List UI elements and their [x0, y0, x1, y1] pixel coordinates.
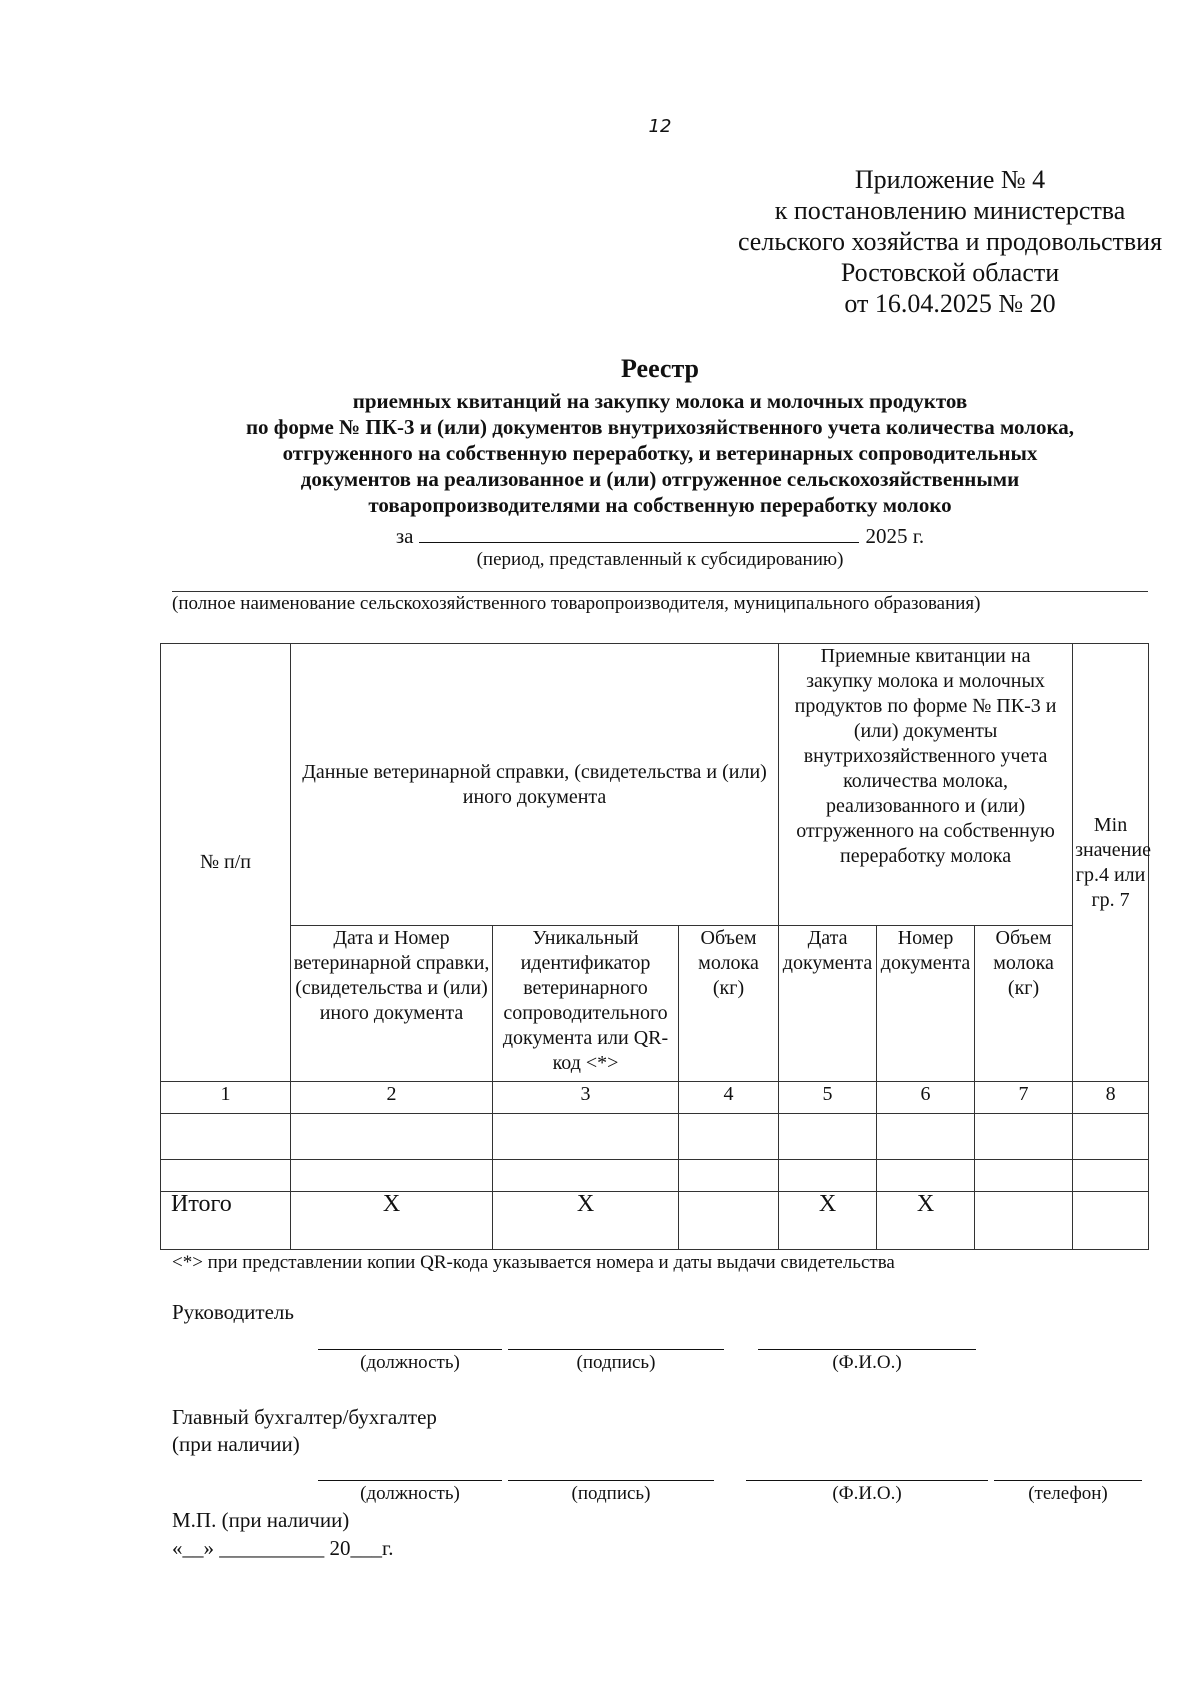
table-cell[interactable]: [291, 1114, 493, 1160]
appendix-line: к постановлению министерства: [774, 196, 1126, 225]
total-cell: X: [779, 1192, 877, 1250]
date-line[interactable]: «__» __________ 20___г.: [172, 1536, 394, 1560]
period-note: (период, представленный к субсидированию): [476, 549, 844, 570]
head-fio-line[interactable]: [758, 1349, 976, 1350]
accountant-fio-line[interactable]: [746, 1480, 988, 1481]
header-doc-volume: Объем молока (кг): [975, 926, 1073, 1082]
table-cell[interactable]: [493, 1114, 679, 1160]
table-cell[interactable]: [1073, 1114, 1149, 1160]
total-row: [161, 1192, 1149, 1250]
subtitle-line: отгруженного на собственную переработку, и ветеринарных сопроводительных: [282, 441, 1038, 465]
table-cell[interactable]: [779, 1114, 877, 1160]
total-cell[interactable]: [975, 1192, 1073, 1250]
total-cell: X: [493, 1192, 679, 1250]
column-number: 4: [679, 1082, 779, 1114]
head-position-caption: (должность): [360, 1352, 460, 1373]
column-number: 2: [291, 1082, 493, 1114]
subtitle-line: товаропроизводителями на собственную переработку молоко: [368, 493, 952, 517]
header-vet-volume: Объем молока (кг): [679, 926, 779, 1082]
accountant-signature-caption: (подпись): [571, 1483, 651, 1504]
total-label: Итого: [161, 1192, 291, 1250]
header-row-number: № п/п: [161, 644, 291, 1082]
accountant-position-line[interactable]: [318, 1480, 502, 1481]
footnote: <*> при представлении копии QR-кода указывается номера и даты выдачи свидетельства: [172, 1252, 895, 1273]
table-cell[interactable]: [975, 1114, 1073, 1160]
column-number: 7: [975, 1082, 1073, 1114]
period-line: [0, 522, 1200, 549]
column-numbers-row: [161, 1082, 1149, 1114]
header-group-vet: Данные ветеринарной справки, (свидетельства и (или) иного документа: [291, 644, 779, 926]
period-blank-field[interactable]: [419, 522, 859, 543]
appendix-line: сельского хозяйства и продовольствия: [737, 227, 1163, 256]
head-signature-caption: (подпись): [576, 1352, 656, 1373]
appendix-line: Приложение № 4: [854, 165, 1046, 194]
total-cell[interactable]: [679, 1192, 779, 1250]
header-group-receipts: Приемные квитанции на закупку молока и молочных продуктов по форме № ПК-3 и (или) документы внутрихозяйственного учета количества молока, реализованного и (или) отгруженного на собственную переработку молока: [779, 644, 1073, 926]
accountant-fio-caption: (Ф.И.О.): [832, 1483, 902, 1504]
accountant-phone-caption: (телефон): [1028, 1483, 1108, 1504]
table-cell[interactable]: [679, 1114, 779, 1160]
table-cell[interactable]: [493, 1160, 679, 1192]
head-position-line[interactable]: [318, 1349, 502, 1350]
subtitle-line: приемных квитанций на закупку молока и молочных продуктов: [352, 389, 968, 413]
table-cell[interactable]: [161, 1160, 291, 1192]
accountant-phone-line[interactable]: [994, 1480, 1142, 1481]
document-title: Реестр: [620, 354, 700, 383]
head-label: Руководитель: [172, 1300, 294, 1324]
column-number: 1: [161, 1082, 291, 1114]
header-min-value: Min значение гр.4 или гр. 7: [1073, 644, 1149, 1082]
subtitle-line: документов на реализованное и (или) отгруженное сельскохозяйственными: [300, 467, 1020, 491]
producer-name-note: (полное наименование сельскохозяйственного товаропроизводителя, муниципального образования): [172, 593, 981, 614]
accountant-label: Главный бухгалтер/бухгалтер: [172, 1405, 437, 1429]
column-number: 5: [779, 1082, 877, 1114]
appendix-line: от 16.04.2025 № 20: [844, 289, 1056, 318]
total-cell: X: [291, 1192, 493, 1250]
header-doc-date: Дата документа: [779, 926, 877, 1082]
accountant-position-caption: (должность): [360, 1483, 460, 1504]
appendix-line: Ростовской области: [840, 258, 1060, 287]
table-row: [161, 1114, 1149, 1160]
period-suffix: 2025 г.: [865, 524, 925, 548]
header-vet-uid: Уникальный идентификатор ветеринарного сопроводительного документа или QR-код <*>: [493, 926, 679, 1082]
accountant-label-note: (при наличии): [172, 1432, 300, 1456]
total-cell: X: [877, 1192, 975, 1250]
table-cell[interactable]: [779, 1160, 877, 1192]
total-cell[interactable]: [1073, 1192, 1149, 1250]
column-number: 6: [877, 1082, 975, 1114]
head-signature-line[interactable]: [508, 1349, 724, 1350]
table-cell[interactable]: [975, 1160, 1073, 1192]
table-cell[interactable]: [877, 1160, 975, 1192]
table-cell[interactable]: [877, 1114, 975, 1160]
appendix-block: [640, 164, 1200, 319]
header-vet-date-number: Дата и Номер ветеринарной справки, (свидетельства и (или) иного документа: [291, 926, 493, 1082]
accountant-signature-line[interactable]: [508, 1480, 714, 1481]
stamp-label: М.П. (при наличии): [172, 1508, 350, 1532]
table-row: [161, 1160, 1149, 1192]
table-cell[interactable]: [291, 1160, 493, 1192]
table-cell[interactable]: [679, 1160, 779, 1192]
column-number: 3: [493, 1082, 679, 1114]
registry-table: [160, 643, 1149, 1250]
subtitle-line: по форме № ПК-3 и (или) документов внутрихозяйственного учета количества молока,: [245, 415, 1075, 439]
table-cell[interactable]: [161, 1114, 291, 1160]
producer-name-line[interactable]: [172, 591, 1148, 592]
document-subtitle: [0, 388, 1200, 518]
header-doc-number: Номер документа: [877, 926, 975, 1082]
column-number: 8: [1073, 1082, 1149, 1114]
table-cell[interactable]: [1073, 1160, 1149, 1192]
head-fio-caption: (Ф.И.О.): [832, 1352, 902, 1373]
period-prefix: за: [395, 524, 414, 548]
page-number: 12: [648, 116, 672, 137]
